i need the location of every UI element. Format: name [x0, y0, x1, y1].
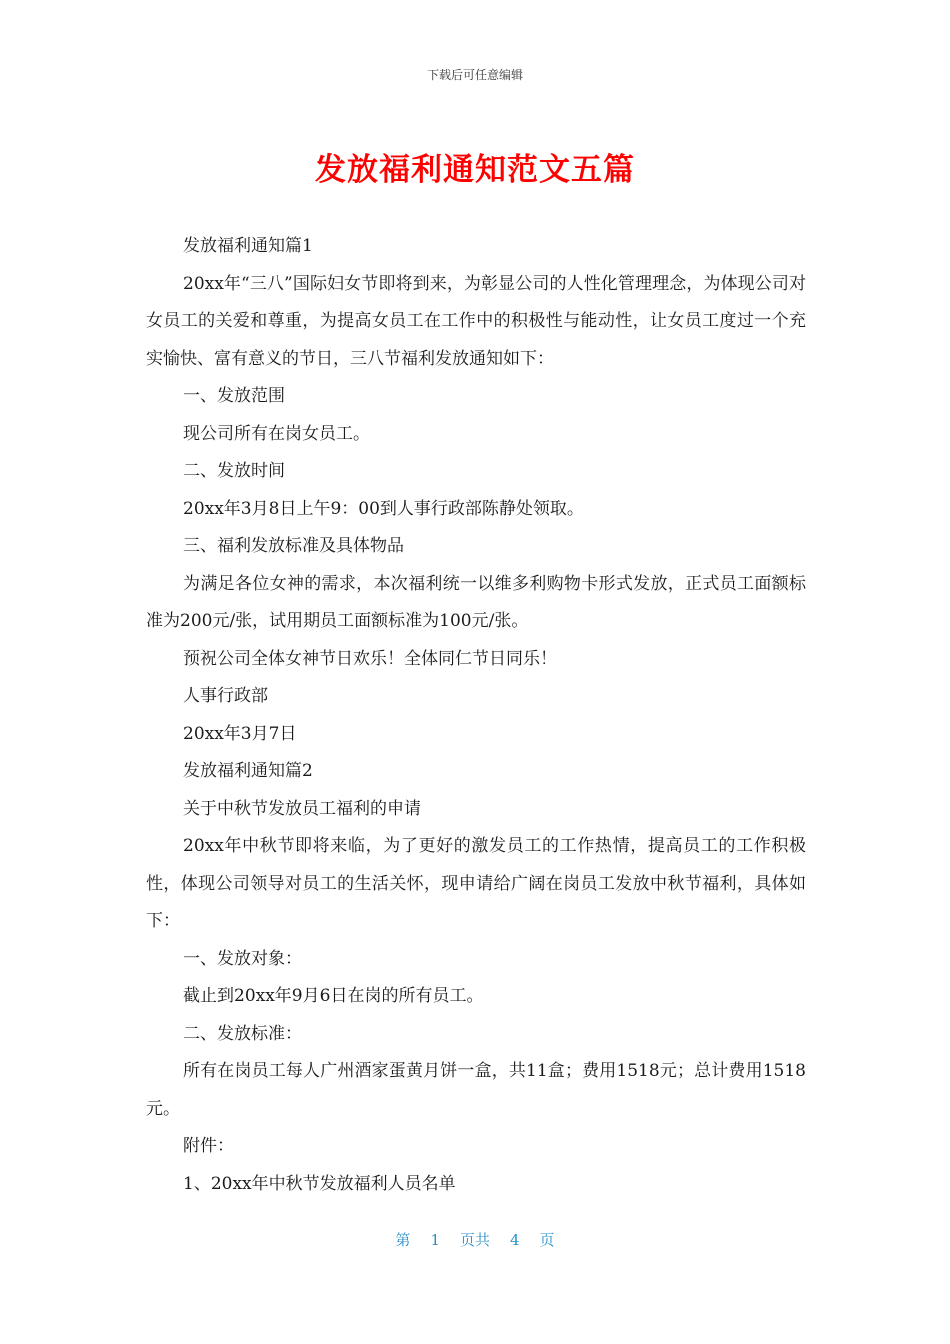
paragraph: 附件：	[183, 1136, 234, 1156]
total-page-count: 4	[510, 1231, 520, 1249]
paragraph: 人事行政部	[183, 686, 268, 706]
paragraph: 为满足各位女神的需求，本次福利统一以维多利购物卡形式发放，正式员工面额标准为200元/张，试用期员工面额标准为100元/张。	[146, 573, 806, 631]
paragraph: 现公司所有在岗女员工。	[183, 423, 370, 444]
paragraph: 三、福利发放标准及具体物品	[183, 536, 404, 556]
document-title: 发放福利通知范文五篇	[315, 152, 635, 188]
paragraph: 20xx年中秋节即将来临，为了更好的激发员工的工作热情，提高员工的工作积极性，体现公司领导对员工的生活关怀，现申请给广阔在岗员工发放中秋节福利，具体如下：	[146, 836, 806, 931]
paragraph: 发放福利通知篇1	[183, 236, 313, 256]
paragraph: 1、20xx年中秋节发放福利人员名单	[183, 1173, 456, 1194]
paragraph: 截止到20xx年9月6日在岗的所有员工。	[183, 986, 484, 1006]
header-note: 下载后可任意编辑	[426, 68, 523, 82]
current-page-number: 1	[430, 1231, 440, 1249]
paragraph: 所有在岗员工每人广州酒家蛋黄月饼一盒，共11盒；费用1518元；总计费用1518元。	[146, 1061, 806, 1119]
page-middle: 页共	[459, 1231, 490, 1249]
paragraph: 一、发放范围	[183, 386, 285, 406]
paragraph: 预祝公司全体女神节日欢乐！全体同仁节日同乐！	[183, 648, 557, 669]
paragraph: 二、发放时间	[183, 461, 285, 481]
paragraph: 关于中秋节发放员工福利的申请	[183, 798, 421, 819]
document-body	[146, 228, 806, 1203]
paragraph: 20xx年“三八”国际妇女节即将到来，为彰显公司的人性化管理理念，为体现公司对女员工的关爱和尊重，为提高女员工在工作中的积极性与能动性，让女员工度过一个充实愉快、富有意义的节日，三八节福利发放通知如下：	[146, 273, 806, 369]
paragraph: 发放福利通知篇2	[183, 761, 313, 781]
page-suffix: 页	[539, 1231, 555, 1249]
paragraph: 一、发放对象：	[183, 948, 302, 969]
paragraph: 20xx年3月8日上午9：00到人事行政部陈静处领取。	[183, 498, 584, 519]
page-prefix: 第	[395, 1231, 411, 1249]
paragraph: 二、发放标准：	[183, 1023, 302, 1044]
page-number-footer	[0, 1229, 950, 1250]
paragraph: 20xx年3月7日	[183, 723, 297, 744]
